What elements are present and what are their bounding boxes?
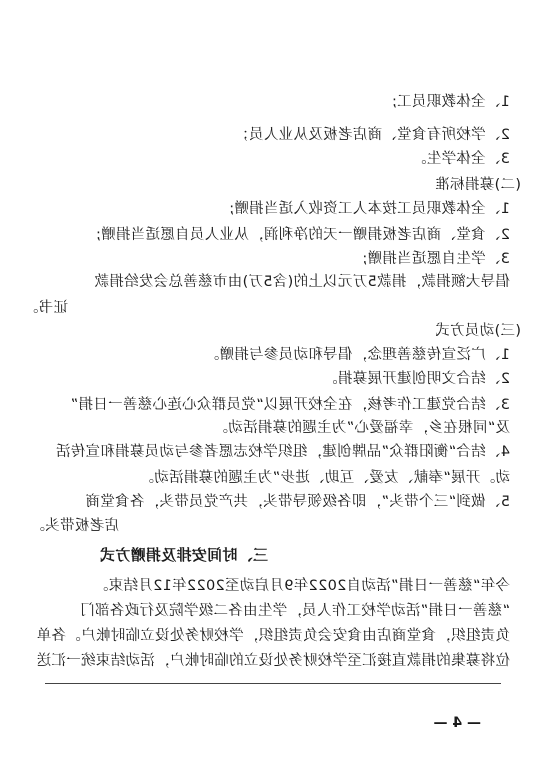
paragraph-line: 店老板带头。: [30, 518, 119, 534]
paragraph-line: 今年“慈善一日捐”活动自2022年9月启动至2022年12月结束。: [93, 578, 510, 594]
list-item-1: 1、全体教职员工;: [391, 94, 510, 110]
section-heading-2: (二)募捐标准: [435, 177, 521, 193]
list-item-2: 2、学校所有食堂、商店老板及从业人员；: [234, 127, 510, 143]
method-item-5: 5、做到“三个带头”，即各级领导带头，共产党员带头，各食堂商: [85, 494, 510, 510]
standard-item-1: 1、全体教职员工按本人工资收入适当捐赠;: [228, 201, 510, 217]
standard-item-2: 2、食堂、商店老板捐赠一天的净利润，从业人员自愿适当捐赠;: [95, 227, 510, 243]
method-item-4: 4、结合“衡阳群众”品牌创建，组织学校志愿者参与动员募捐和宣传活: [55, 444, 510, 460]
method-item-1: 1、广泛宣传慈善理念，倡导和动员参与捐赠。: [204, 347, 510, 363]
paragraph-line: 位将募集的捐款直接汇至学校财务处设立的临时帐户，活动结束统一汇送: [36, 653, 510, 669]
paragraph-line: 证书。: [23, 300, 68, 316]
section-heading-main: 三、时间安排及捐赠方式: [99, 546, 268, 564]
method-item-2: 2、结合文明创建开展募捐。: [322, 371, 510, 387]
footer-divider: [45, 683, 501, 684]
paragraph-line: 动。开展“奉献、友爱、互助、进步”为主题的募捐活动。: [139, 470, 510, 486]
paragraph-line: “慈善一日捐”活动学校工作人员，学生由各二级学院及行政各部门: [79, 603, 510, 619]
paragraph-line: 及“同根在乡，幸福爱心”为主题的募捐活动。: [213, 420, 510, 436]
page-number: — 4 —: [433, 715, 481, 731]
standard-item-3: 3、学生自愿适当捐赠;: [362, 251, 510, 267]
paragraph-line: 负责组织，食堂商店由食安会负责组织，学校财务处设立临时帐户。各单: [36, 628, 510, 644]
list-item-3: 3、全体学生。: [411, 151, 510, 167]
paragraph-line: 倡导大额捐款，捐款5万元以上的(含5万)由市慈善总会发给捐款: [94, 274, 510, 290]
method-item-3: 3、结合党建工作考核，在全校开展以“党员群众心连心慈善一日捐”: [70, 397, 510, 413]
section-heading-3: (三)动员方式: [435, 323, 521, 339]
